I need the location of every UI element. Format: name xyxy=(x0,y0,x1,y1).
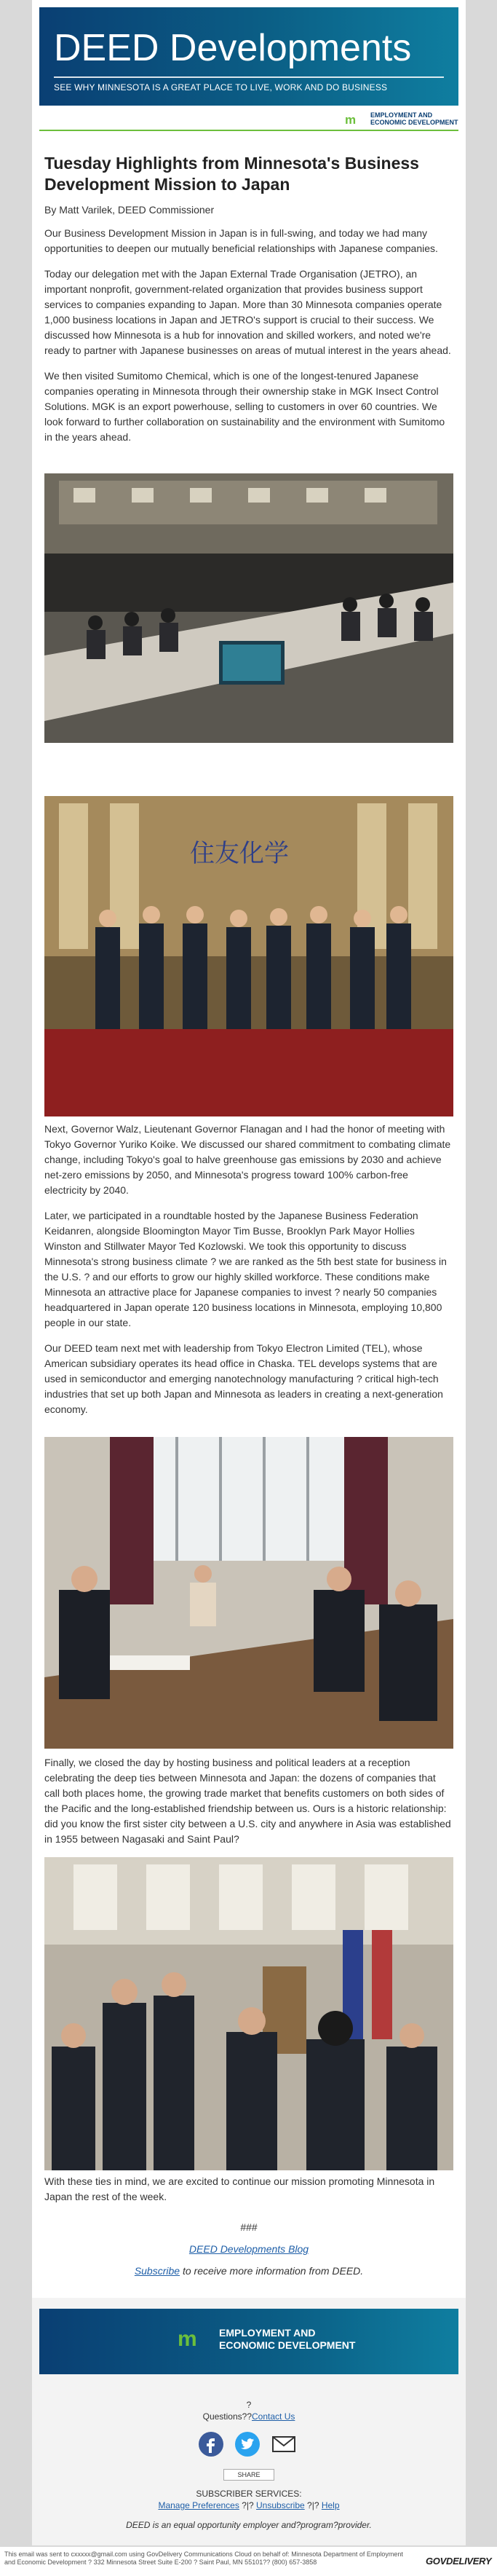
footer-banner xyxy=(39,2309,458,2374)
sent-info: This email was sent to cxxxxx@gmail.com using GovDelivery Communications Cloud on behalf of: Minnesota Department of Employment and Economic Development ? 332 Minnesota Street Suite E-200 ? Saint Paul, MN 55101?? (800) 657-3858 xyxy=(4,2551,403,2566)
twitter-icon[interactable] xyxy=(234,2431,261,2457)
footer-logo-text: EMPLOYMENT AND ECONOMIC DEVELOPMENT xyxy=(219,2327,356,2351)
paragraph-5: Later, we participated in a roundtable hosted by the Japanese Business Federation Keidanren, alongside Bloomington Mayor Tim Busse, Brooklyn Park Mayor Hollies Winston and Stillwater Mayor Ted Kozlowski. We took this opportunity to discuss Minnesota's strong business climate ? we are ranked as the 5th best state for business in the U.S. ? and our efforts to grow our highly skilled workforce. These conditions make Minnesota an attractive place for Japanese companies to invest ? nearly 50 companies headquartered in Japan operate 120 business locations in Minnesota, employing 10,800 people in our state. xyxy=(44,1210,447,1328)
facebook-icon[interactable] xyxy=(198,2431,224,2457)
byline: By Matt Varilek, DEED Commissioner xyxy=(44,204,215,216)
delivery-notice xyxy=(0,2547,497,2576)
manage-preferences-link[interactable]: Manage Preferences xyxy=(158,2500,239,2510)
subscribe-row xyxy=(32,2265,466,2277)
accent-bar xyxy=(39,130,458,131)
questions-label: Questions?? xyxy=(202,2411,253,2422)
sumitomo-sign: 住友化学 xyxy=(190,839,289,868)
subscriber-services-label: SUBSCRIBER SERVICES: xyxy=(196,2489,302,2499)
deed-logo-text: EMPLOYMENT AND ECONOMIC DEVELOPMENT xyxy=(370,111,458,126)
email-icon[interactable] xyxy=(271,2431,297,2457)
paragraph-1: Our Business Development Mission in Japan is in full-swing, and today we had many opportunities to deepen our mutually beneficial relationships with Japanese companies. xyxy=(44,227,438,254)
equal-opportunity: DEED is an equal opportunity employer and?program?provider. xyxy=(126,2520,372,2530)
paragraph-2: Today our delegation met with the Japan External Trade Organisation (JETRO), an important nonprofit, government-related organization that provides business support services to companies expanding to Japan. More than 30 Minnesota companies operate 1,000 business locations in Japan and JETRO's support is crucial to their success. We discussed how Minnesota is a hub for innovation and skilled workers, and noted we're ready to partner with Japanese businesses on areas of mutual interest in the years ahead. xyxy=(44,268,451,356)
email-card xyxy=(32,0,466,2298)
article-middle xyxy=(44,1122,453,1417)
photo-tel-meeting xyxy=(44,1437,453,1749)
blog-link[interactable]: DEED Developments Blog xyxy=(188,2243,309,2255)
unsubscribe-link[interactable]: Unsubscribe xyxy=(256,2500,305,2510)
paragraph-4: Next, Governor Walz, Lieutenant Governor Flanagan and I had the honor of meeting with Tokyo Governor Yuriko Koike. We discussed our shared commitment to combating climate change, including Tokyo's goal to halve greenhouse gas emissions by 2030 and achieve net-zero emissions by 2050, and Minnesota's progress toward 100% carbon-free electricity by 2040. xyxy=(44,1123,451,1196)
newsletter-title: DEED Developments xyxy=(54,27,412,69)
share-button[interactable]: SHARE xyxy=(223,2469,274,2481)
footer-logo-mark: m xyxy=(178,2327,197,2351)
social-icons xyxy=(198,2431,300,2460)
paragraph-6: Our DEED team next met with leadership from Tokyo Electron Limited (TEL), whose American subsidiary operates its head office in Chaska. TEL develops systems that are used in semiconductor and emerging nanotechnology manufacturing ? critical high-tech industries that set up both Japan and Minnesota as leaders in creating a next-generation economy. xyxy=(44,1342,443,1415)
subscribe-text: to receive more information from DEED. xyxy=(180,2265,364,2277)
photo-reception xyxy=(44,1857,453,2170)
paragraph-7: Finally, we closed the day by hosting business and political leaders at a reception celebrating the deep ties between Minnesota and Japan: the dozens of companies that call both places home, the growing trade market that benefits customers on both sides of the Pacific and the long-established friendship between us. Ours is a historic relationship: did you know the first sister city between a U.S. city and anywhere in Asia was established in 1955 between Nagasaki and Saint Paul? xyxy=(44,1757,451,1845)
blog-link-row xyxy=(32,2243,466,2255)
footer-q: ? xyxy=(246,2400,252,2410)
deed-logo-mark: m xyxy=(345,113,357,127)
subscriber-links: Manage Preferences ?|? Unsubscribe ?|? Help xyxy=(158,2500,340,2510)
article-title: Tuesday Highlights from Minnesota's Business Development Mission to Japan xyxy=(44,154,419,194)
govdelivery-logo: GOVDELIVERY xyxy=(426,2556,492,2567)
subscribe-link[interactable]: Subscribe xyxy=(134,2265,180,2277)
help-link[interactable]: Help xyxy=(321,2500,340,2510)
footer xyxy=(32,2298,466,2545)
photo-sumitomo-group xyxy=(44,796,453,1116)
banner-divider xyxy=(54,76,444,78)
questions-row xyxy=(32,2411,466,2422)
article-intro xyxy=(44,153,453,445)
article-late xyxy=(44,1755,453,1847)
contact-us-link[interactable]: Contact Us xyxy=(252,2411,295,2422)
paragraph-3: We then visited Sumitomo Chemical, which is one of the longest-tenured Japanese companies operating in Minnesota through their ownership stake in MGK Insect Control Solutions. MGK is an export powerhouse, selling to customers in over 60 countries. We look forward to further collaboration on sustainability and the environment with Sumitomo in the years ahead. xyxy=(44,370,445,443)
newsletter-tagline: SEE WHY MINNESOTA IS A GREAT PLACE TO LIVE, WORK AND DO BUSINESS xyxy=(54,82,388,92)
end-mark: ### xyxy=(240,2221,258,2233)
header-banner xyxy=(39,7,458,131)
photo-jetro-meeting xyxy=(44,473,453,743)
paragraph-8: With these ties in mind, we are excited to continue our mission promoting Minnesota in Japan the rest of the week. xyxy=(44,2175,435,2202)
article-end xyxy=(44,2174,453,2205)
